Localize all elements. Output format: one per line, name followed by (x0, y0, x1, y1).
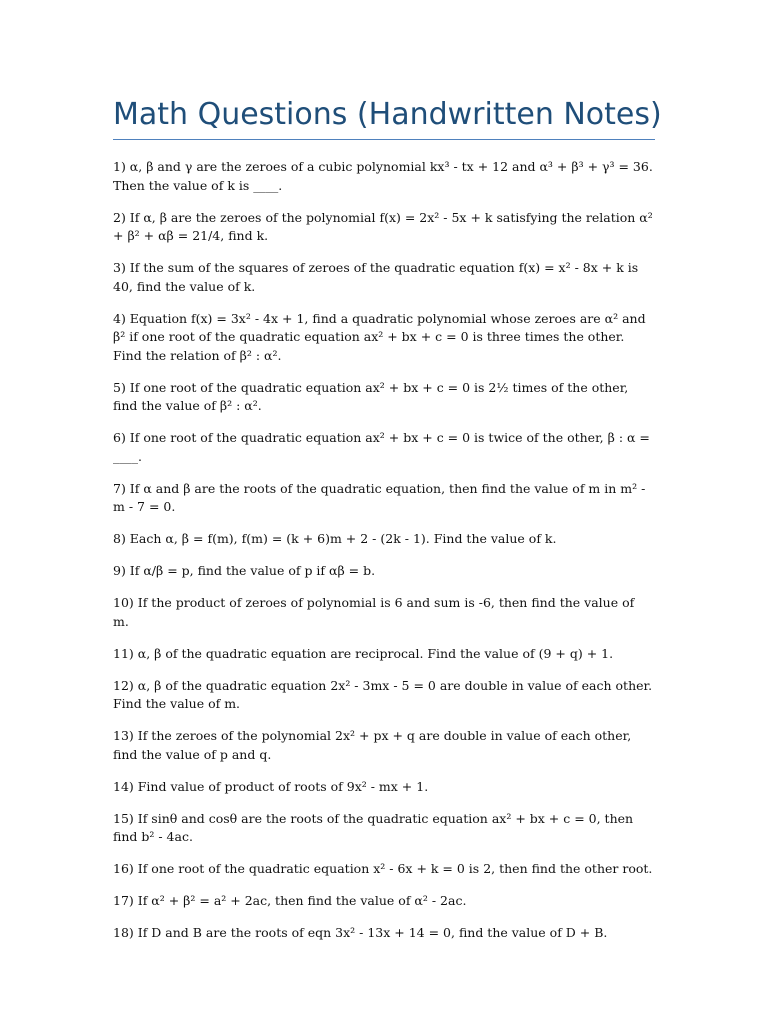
question-5: 5) If one root of the quadratic equation ax² + bx + c = 0 is 2½ times of the other, find the value of β² : α². (113, 379, 629, 413)
question-13: 13) If the zeroes of the polynomial 2x² + px + q are double in value of each other, find the value of p and q. (113, 728, 632, 762)
question-17: 17) If α² + β² = a² + 2ac, then find the value of α² - 2ac. (113, 893, 467, 908)
question-1: 1) α, β and γ are the zeroes of a cubic polynomial kx³ - tx + 12 and α³ + β³ + γ³ = 36. Then the value of k is ____. (113, 159, 653, 193)
question-3: 3) If the sum of the squares of zeroes of the quadratic equation f(x) = x² - 8x + k is 40, find the value of k. (113, 260, 639, 294)
question-16: 16) If one root of the quadratic equation x² - 6x + k = 0 is 2, then find the other root. (113, 861, 653, 876)
question-9: 9) If α/β = p, find the value of p if αβ = b. (113, 563, 376, 578)
question-11: 11) α, β of the quadratic equation are reciprocal. Find the value of (9 + q) + 1. (113, 645, 614, 661)
question-8: 8) Each α, β = f(m), f(m) = (k + 6)m + 2 - (2k - 1). Find the value of k. (113, 531, 557, 546)
page-title: Math Questions (Handwritten Notes) (113, 97, 662, 132)
question-4: 4) Equation f(x) = 3x² - 4x + 1, find a quadratic polynomial whose zeroes are α² and β² if one root of the quadratic equation ax² + bx + c = 0 is three times the other. Find the relation of β² : α². (113, 310, 646, 363)
question-list (113, 158, 653, 956)
question-15: 15) If sinθ and cosθ are the roots of the quadratic equation ax² + bx + c = 0, then find b² - 4ac. (113, 810, 634, 844)
question-12: 12) α, β of the quadratic equation 2x² - 3mx - 5 = 0 are double in value of each other. Find the value of m. (113, 677, 653, 711)
question-14: 14) Find value of product of roots of 9x² - mx + 1. (113, 778, 429, 794)
question-6: 6) If one root of the quadratic equation ax² + bx + c = 0 is twice of the other, β : α = ____. (113, 430, 650, 464)
question-7: 7) If α and β are the roots of the quadratic equation, then find the value of m in m² - m - 7 = 0. (113, 480, 646, 514)
question-18: 18) If D and B are the roots of eqn 3x² - 13x + 14 = 0, find the value of D + B. (113, 925, 608, 940)
title-underline (113, 139, 655, 140)
question-2: 2) If α, β are the zeroes of the polynomial f(x) = 2x² - 5x + k satisfying the relation α² + β² + αβ = 21/4, find k. (113, 209, 653, 243)
question-10: 10) If the product of zeroes of polynomial is 6 and sum is -6, then find the value of m. (113, 595, 635, 629)
